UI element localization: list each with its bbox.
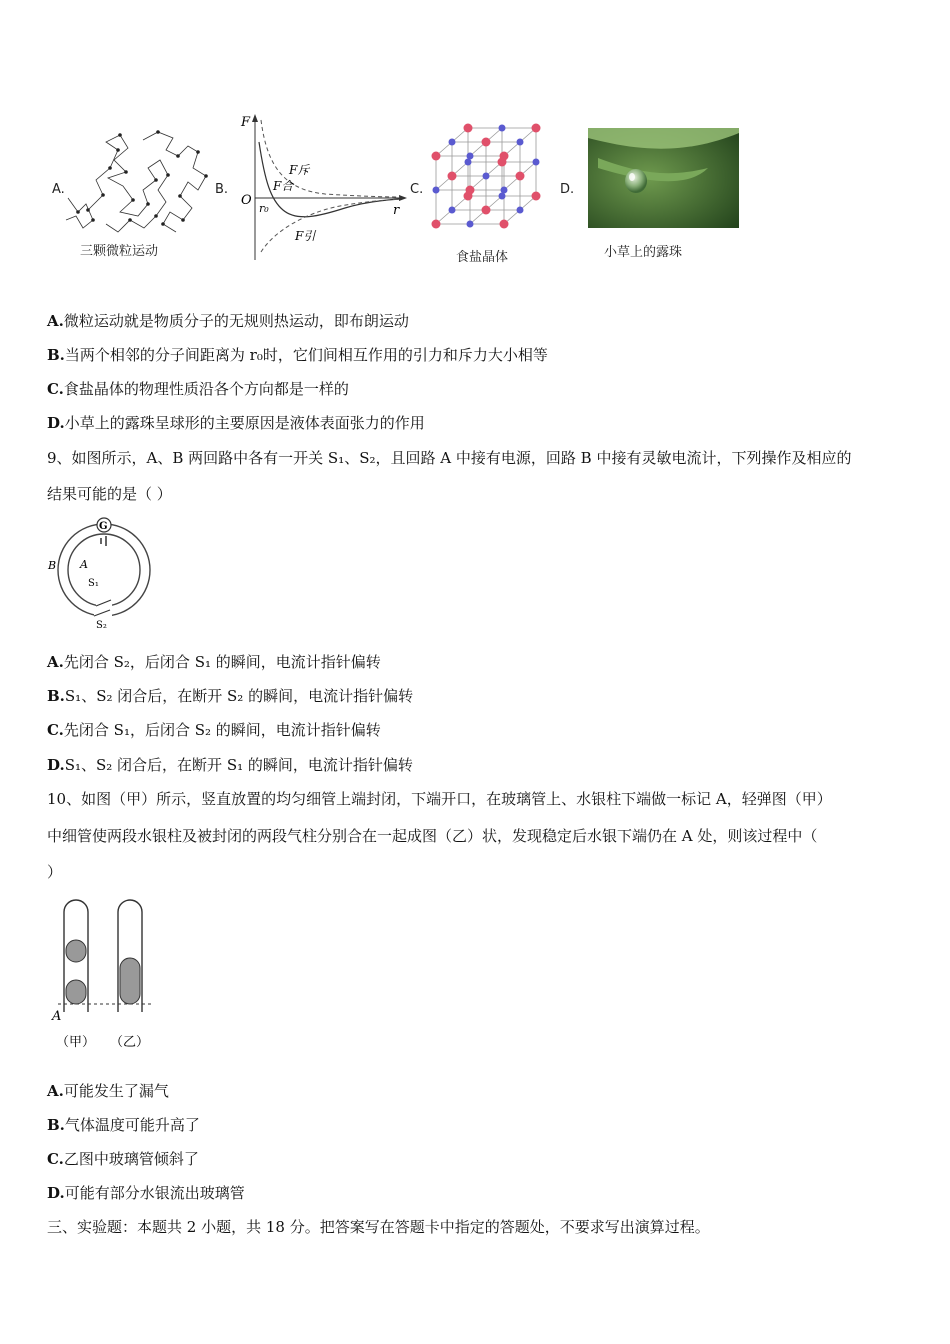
- switch-s1-label: S₁: [88, 578, 99, 589]
- sodium-ion: [432, 220, 441, 229]
- q9-option-b: B.S₁、S₂ 闭合后，在断开 S₂ 的瞬间，电流计指针偏转: [47, 687, 414, 705]
- figure-label-c: C.: [410, 182, 424, 197]
- graph-f-attract: F引: [295, 229, 316, 243]
- tube-right-label: （乙）: [110, 1035, 150, 1050]
- molecular-force-graph: [235, 112, 410, 262]
- section3-heading: 三、实验题：本题共 2 小题，共 18 分。把答案写在答题卡中指定的答题处，不要求写出演算过程。: [47, 1218, 710, 1236]
- sodium-ion: [464, 124, 473, 133]
- graph-f-repel: F斥: [289, 163, 310, 177]
- sodium-ion: [532, 124, 541, 133]
- caption-brownian: 三颗微粒运动: [80, 244, 159, 259]
- q8-option-b: B.当两个相邻的分子间距离为 r₀时，它们间相互作用的引力和斥力大小相等: [47, 346, 548, 364]
- figure-label-d: D.: [560, 182, 575, 197]
- figure-label-b: B.: [215, 182, 229, 197]
- caption-dew-drop: 小草上的露珠: [604, 245, 683, 260]
- graph-r0: r₀: [259, 202, 269, 215]
- graph-y-label: F: [241, 115, 251, 130]
- sodium-ion: [500, 152, 509, 161]
- dew-drop-photo: [588, 128, 739, 228]
- chloride-ion: [499, 193, 506, 200]
- q10-option-d: D.可能有部分水银流出玻璃管: [47, 1184, 245, 1202]
- q9-option-a: A.先闭合 S₂，后闭合 S₁ 的瞬间，电流计指针偏转: [47, 653, 381, 671]
- chloride-ion: [517, 207, 524, 214]
- tube-left-label: （甲）: [56, 1035, 96, 1050]
- chloride-ion: [467, 221, 474, 228]
- sodium-ion: [516, 172, 525, 181]
- salt-crystal-lattice: [428, 118, 568, 238]
- q9-stem-line1: 9、如图所示，A、B 两回路中各有一开关 S₁、S₂，且回路 A 中接有电源，回路 B 中接有灵敏电流计，下列操作及相应的: [47, 449, 852, 467]
- q10-option-c: C.乙图中玻璃管倾斜了: [47, 1150, 199, 1168]
- q10-option-b: B.气体温度可能升高了: [47, 1116, 200, 1134]
- q10-stem-line2: 中细管使两段水银柱及被封闭的两段气柱分别合在一起成图（乙）状，发现稳定后水银下端仍在 A 处，则该过程中（: [47, 827, 818, 845]
- q9-option-c: C.先闭合 S₁，后闭合 S₂ 的瞬间，电流计指针偏转: [47, 721, 381, 739]
- chloride-ion: [517, 139, 524, 146]
- switch-s2-label: S₂: [96, 620, 107, 631]
- sodium-ion: [482, 206, 491, 215]
- circuit-figure: [44, 514, 164, 632]
- q10-stem-line1: 10、如图（甲）所示，竖直放置的均匀细管上端封闭，下端开口，在玻璃管上、水银柱下端做一标记 A，轻弹图（甲）: [47, 790, 832, 808]
- chloride-ion: [449, 139, 456, 146]
- chloride-ion: [533, 159, 540, 166]
- mercury-tube-figure: [46, 896, 166, 1056]
- chloride-ion: [501, 187, 508, 194]
- chloride-ion: [483, 173, 490, 180]
- loop-a-label: A: [80, 558, 88, 571]
- graph-origin: O: [241, 193, 252, 208]
- q8-option-c: C.食盐晶体的物理性质沿各个方向都是一样的: [47, 380, 349, 398]
- brownian-motion-figure: [48, 120, 218, 260]
- mark-a-label: A: [52, 1009, 62, 1024]
- graph-x-label: r: [393, 203, 400, 218]
- q9-stem-line2: 结果可能的是（ ）: [47, 485, 172, 503]
- sodium-ion: [482, 138, 491, 147]
- q10-stem-line3: ）: [47, 863, 63, 881]
- q10-option-a: A.可能发生了漏气: [47, 1082, 169, 1100]
- sodium-ion: [432, 152, 441, 161]
- loop-b-label: B: [48, 559, 57, 572]
- sodium-ion: [532, 192, 541, 201]
- q8-option-a: A.微粒运动就是物质分子的无规则热运动，即布朗运动: [47, 312, 409, 330]
- chloride-ion: [499, 125, 506, 132]
- galvanometer-icon: G: [99, 521, 108, 532]
- chloride-ion: [465, 159, 472, 166]
- sodium-ion: [500, 220, 509, 229]
- q8-option-d: D.小草上的露珠呈球形的主要原因是液体表面张力的作用: [47, 414, 425, 432]
- q9-option-d: D.S₁、S₂ 闭合后，在断开 S₁ 的瞬间，电流计指针偏转: [47, 756, 413, 774]
- chloride-ion: [433, 187, 440, 194]
- sodium-ion: [448, 172, 457, 181]
- caption-salt-crystal: 食盐晶体: [456, 250, 509, 265]
- figure-label-a: A.: [52, 182, 65, 197]
- graph-f-net: F合: [273, 179, 294, 193]
- chloride-ion: [449, 207, 456, 214]
- sodium-ion: [466, 186, 475, 195]
- chloride-ion: [467, 153, 474, 160]
